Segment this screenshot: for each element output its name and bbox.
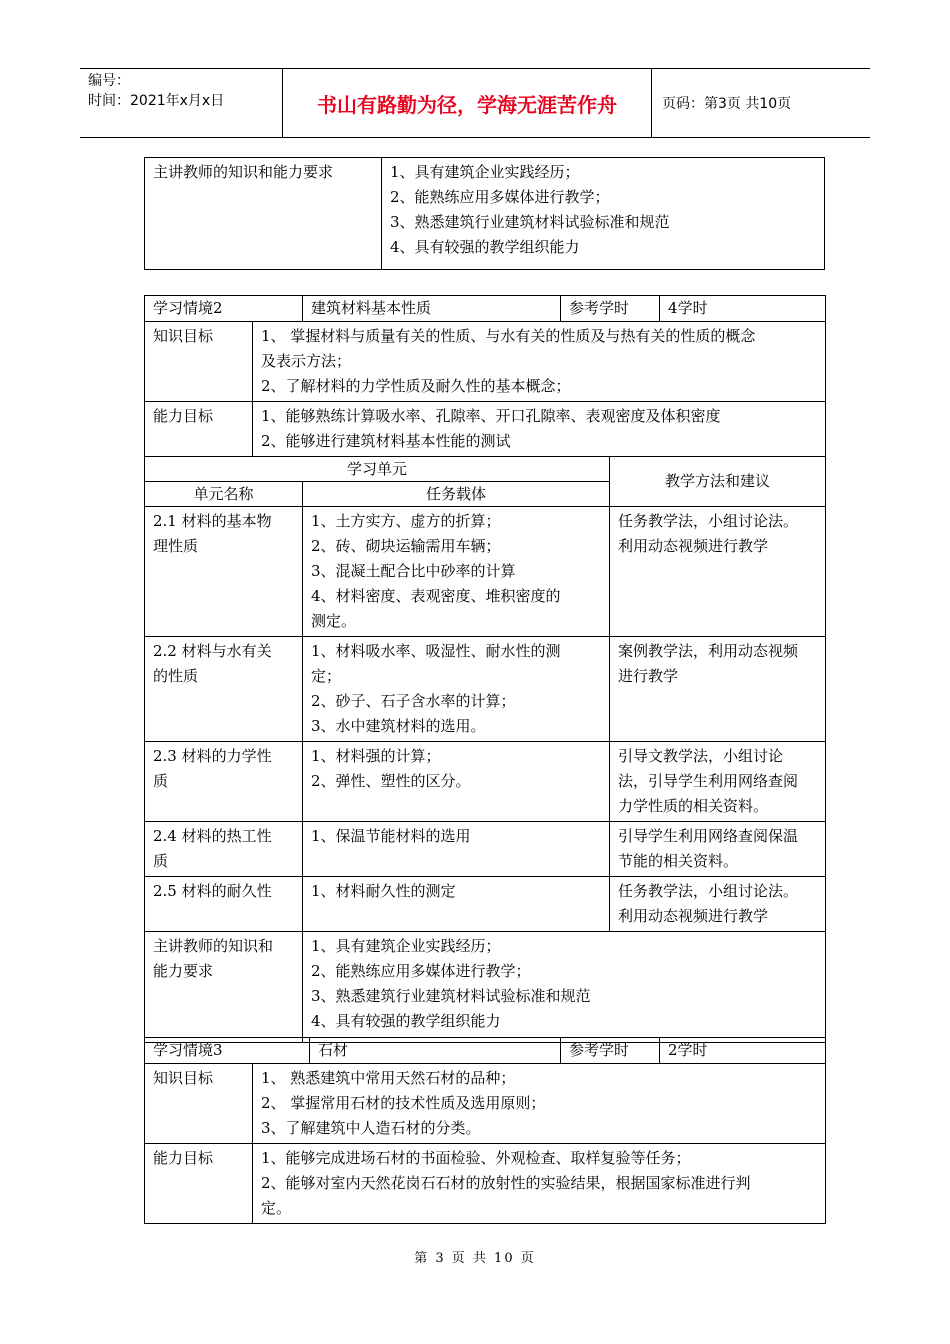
method-line: 引导学生利用网络查阅保温 [618, 827, 799, 845]
task-line: 4、材料密度、表观密度、堆积密度的 [311, 587, 561, 605]
col-unit-name: 单元名称 [145, 482, 303, 507]
task-line: 3、水中建筑材料的选用。 [311, 717, 486, 735]
table-row [145, 822, 826, 877]
list-item: 2、能熟练应用多媒体进行教学； [311, 962, 531, 980]
method-header: 教学方法和建议 [610, 457, 826, 507]
method-line: 进行教学 [618, 667, 679, 685]
knowledge-label: 知识目标 [145, 1064, 253, 1144]
unit-name-line: 2.4 材料的热工性 [153, 827, 272, 845]
motto: 书山有路勤为径，学海无涯苦作舟 [283, 69, 652, 137]
task-line: 1、保温节能材料的选用 [311, 827, 471, 845]
unit-tasks [303, 637, 610, 742]
knowledge-line: 1、 掌握材料与质量有关的性质、与水有关的性质及与热有关的性质的概念 [261, 327, 756, 345]
knowledge-content [253, 322, 826, 402]
list-item: 4、具有较强的教学组织能力 [311, 1012, 501, 1030]
task-line: 2、弹性、塑性的区分。 [311, 772, 471, 790]
time-label: 时间：2021年x月x日 [88, 93, 225, 109]
method-line: 利用动态视频进行教学 [618, 907, 769, 925]
ability-content [253, 1144, 826, 1224]
unit-method [610, 877, 826, 932]
unit-name-line: 2.3 材料的力学性 [153, 747, 272, 765]
situation-title-label: 学习情境2 [145, 296, 303, 322]
method-line: 节能的相关资料。 [618, 852, 739, 870]
list-item: 1、具有建筑企业实践经历； [390, 163, 580, 181]
unit-method [610, 637, 826, 742]
number-label: 编号： [88, 73, 130, 89]
unit-method [610, 822, 826, 877]
teacher-requirements-label: 主讲教师的知识和能力要求 [145, 158, 382, 270]
knowledge-content [253, 1064, 826, 1144]
knowledge-line: 2、 掌握常用石材的技术性质及选用原则； [261, 1094, 546, 1112]
page-info: 页码：第3页 共10页 [662, 96, 792, 112]
list-item: 3、熟悉建筑行业建筑材料试验标准和规范 [390, 213, 670, 231]
task-line: 定； [311, 667, 342, 685]
list-item: 3、熟悉建筑行业建筑材料试验标准和规范 [311, 987, 591, 1005]
unit-tasks [303, 822, 610, 877]
table-row [145, 877, 826, 932]
table-row [145, 742, 826, 822]
method-line: 利用动态视频进行教学 [618, 537, 769, 555]
unit-tasks [303, 507, 610, 637]
unit-tasks [303, 877, 610, 932]
hours-label: 参考学时 [561, 296, 660, 322]
teacher-requirements-table [144, 157, 825, 270]
teacher-list [303, 932, 826, 1043]
unit-name [145, 507, 303, 637]
knowledge-line: 3、了解建筑中人造石材的分类。 [261, 1119, 481, 1137]
knowledge-line: 及表示方法； [261, 352, 352, 370]
unit-name-line: 2.2 材料与水有关 [153, 642, 272, 660]
situation-title-label: 学习情境3 [145, 1038, 310, 1064]
unit-name-line: 2.1 材料的基本物 [153, 512, 272, 530]
table-row [145, 507, 826, 637]
list-item: 1、具有建筑企业实践经历； [311, 937, 501, 955]
unit-name [145, 877, 303, 932]
method-line: 案例教学法，利用动态视频 [618, 642, 799, 660]
list-item: 4、具有较强的教学组织能力 [390, 238, 580, 256]
unit-header: 学习单元 [145, 457, 610, 482]
unit-name-line: 质 [153, 772, 169, 790]
task-line: 1、材料耐久性的测定 [311, 882, 456, 900]
method-line: 引导文教学法，小组讨论 [618, 747, 784, 765]
ability-line: 1、能够熟练计算吸水率、孔隙率、开口孔隙率、表观密度及体积密度 [261, 407, 721, 425]
knowledge-label: 知识目标 [145, 322, 253, 402]
method-line: 任务教学法，小组讨论法。 [618, 882, 799, 900]
unit-name [145, 637, 303, 742]
unit-name-line: 2.5 材料的耐久性 [153, 882, 272, 900]
situation-3-table [144, 1037, 826, 1224]
task-line: 1、土方实方、虚方的折算； [311, 512, 501, 530]
situation-2-table [144, 295, 826, 1043]
knowledge-line: 1、 熟悉建筑中常用天然石材的品种； [261, 1069, 516, 1087]
table-row [145, 637, 826, 742]
unit-tasks [303, 742, 610, 822]
task-line: 测定。 [311, 612, 357, 630]
method-line: 任务教学法，小组讨论法。 [618, 512, 799, 530]
hours-value: 2学时 [660, 1038, 826, 1064]
teacher-label-line: 能力要求 [153, 962, 214, 980]
ability-label: 能力目标 [145, 402, 253, 457]
method-line: 力学性质的相关资料。 [618, 797, 769, 815]
teacher-label [145, 932, 303, 1043]
unit-name-line: 理性质 [153, 537, 199, 555]
list-item: 2、能熟练应用多媒体进行教学； [390, 188, 610, 206]
situation-title-value: 建筑材料基本性质 [303, 296, 561, 322]
page-header [80, 68, 870, 138]
method-line: 法，引导学生利用网络查阅 [618, 772, 799, 790]
teacher-requirements-list [382, 158, 825, 270]
ability-line: 2、能够对室内天然花岗石石材的放射性的实验结果，根据国家标准进行判 [261, 1174, 751, 1192]
task-line: 3、混凝土配合比中砂率的计算 [311, 562, 516, 580]
unit-name-line: 的性质 [153, 667, 199, 685]
task-line: 2、砖、砌块运输需用车辆； [311, 537, 501, 555]
task-line: 2、砂子、石子含水率的计算； [311, 692, 516, 710]
situation-title-value: 石材 [310, 1038, 561, 1064]
ability-label: 能力目标 [145, 1144, 253, 1224]
ability-content [253, 402, 826, 457]
teacher-label-line: 主讲教师的知识和 [153, 937, 274, 955]
unit-method [610, 507, 826, 637]
page-footer: 第 3 页 共 10 页 [414, 1251, 536, 1266]
header-meta [80, 69, 283, 137]
ability-line: 定。 [261, 1199, 292, 1217]
task-line: 1、材料强的计算； [311, 747, 441, 765]
col-task: 任务载体 [303, 482, 610, 507]
task-line: 1、材料吸水率、吸湿性、耐水性的测 [311, 642, 561, 660]
unit-name [145, 822, 303, 877]
ability-line: 1、能够完成进场石材的书面检验、外观检查、取样复验等任务； [261, 1149, 691, 1167]
unit-method [610, 742, 826, 822]
knowledge-line: 2、了解材料的力学性质及耐久性的基本概念； [261, 377, 571, 395]
hours-value: 4学时 [660, 296, 826, 322]
unit-name-line: 质 [153, 852, 169, 870]
ability-line: 2、能够进行建筑材料基本性能的测试 [261, 432, 511, 450]
unit-name [145, 742, 303, 822]
hours-label: 参考学时 [561, 1038, 660, 1064]
